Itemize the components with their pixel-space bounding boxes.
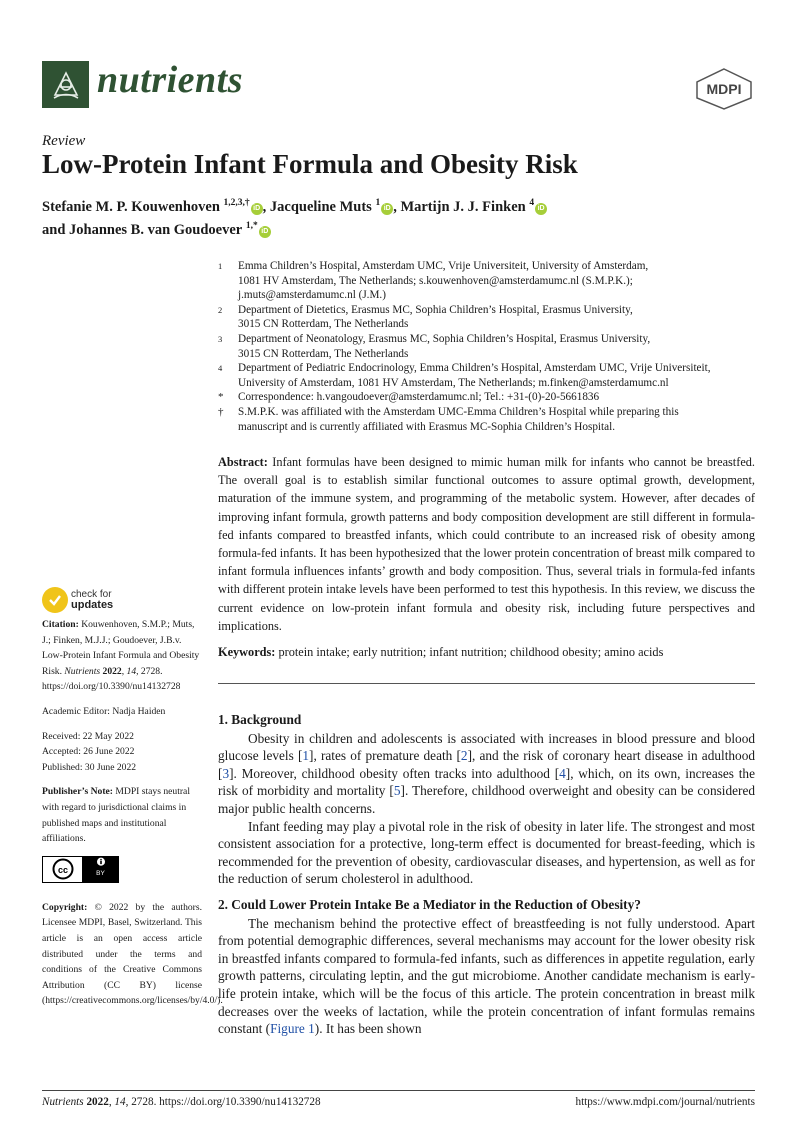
academic-editor: Academic Editor: Nadja Haiden — [42, 705, 166, 717]
article-type: Review — [42, 133, 86, 149]
citation-journal: Nutrients — [64, 665, 101, 677]
section-heading: 1. Background — [218, 712, 302, 727]
correspondence — [218, 390, 758, 405]
section-heading: 2. Could Lower Protein Intake Be a Mediator in the Reduction of Obesity? — [218, 896, 641, 912]
orcid-icon[interactable]: iD — [259, 226, 271, 238]
affiliation-item — [218, 332, 758, 361]
author-affil-marks: 1,* — [245, 220, 258, 231]
copyright — [42, 900, 223, 1009]
footer-doi[interactable]: , 2728. https://doi.org/10.3390/nu14132728 — [125, 1096, 321, 1108]
affiliation-line: Department of Neonatology, Erasmus MC, Sophia Children’s Hospital, Erasmus University, — [238, 332, 651, 345]
citation-label: Citation: — [42, 619, 79, 630]
abstract — [218, 453, 755, 635]
affiliation-mark: 4 — [218, 363, 223, 374]
author-name[interactable]: Stefanie M. P. Kouwenhoven — [42, 198, 220, 215]
keywords-text: protein intake; early nutrition; infant nutrition; childhood obesity; amino acids — [278, 645, 664, 659]
journal-logo-icon — [42, 61, 89, 108]
affiliation-note — [218, 405, 758, 434]
publisher-note-text: MDPI stays neutral with regard to jurisdictional claims in published maps and institutional affiliations. — [42, 786, 190, 845]
affiliation-mark: † — [218, 405, 224, 418]
sidebar — [42, 617, 223, 1009]
abstract-text: Infant formulas have been designed to mimic human milk for infants who cannot be breastfed. The overall goal is to establish similar functional outcomes to assure optimal growth, development, maturation of the immune system, and programming of the metabolic system. However, after decades of improving infant formula, growth patterns and body composition development are still different in formula-fed infants compared to breastfed infants, which could contribute to an increased risk of obesity among formula-fed infants. It has been hypothesized that the lower protein concentration of breast milk compared to infant formula influences infants’ growth and body composition. Thus, several trials in formula-fed infants with different protein intake levels have been performed to test this hypothesis. In this review, we discuss the current evidence on low-protein infant formula and obesity risk, including future perspectives and implications. — [218, 455, 755, 633]
citation-year: 2022 — [102, 665, 122, 677]
footer-journal: Nutrients — [42, 1096, 84, 1108]
journal-name[interactable]: nutrients — [97, 59, 244, 101]
affiliation-line: University of Amsterdam, 1081 HV Amsterdam, The Netherlands; m.finken@amsterdamumc.nl — [238, 376, 669, 389]
copyright-text: © 2022 by the authors. Licensee MDPI, Basel, Switzerland. This article is an open access article distributed under the terms and conditions of the Creative Commons Attribution (CC BY) license (https://creativecommons.org/licenses/by/4.0/). — [42, 901, 223, 1007]
publisher-note-label: Publisher’s Note: — [42, 786, 113, 798]
author-list: Stefanie M. P. Kouwenhoven $^{1,2,3,\dagger}$iD , Jacqueline Muts $^1$iD , Martijn J. J. Finken $^4$iD and Johannes B. van Goudoever $^{1,*}$iD — [42, 194, 762, 240]
paragraph: Infant feeding may play a pivotal role in the risk of obesity in later life. The strongest and most consistent association for a protective, long-term effect is documented for breast-feeding, which is recommended for the prevention of obesity, cardiovascular diseases, and hypertension, as well as for the reduction of serum cholesterol in adulthood. — [218, 818, 755, 887]
mdpi-logo[interactable] — [694, 67, 754, 111]
author-affil-marks: 1 — [375, 198, 381, 208]
footer-year: 2022 — [86, 1096, 109, 1108]
figure-link[interactable]: Figure 1 — [270, 1021, 315, 1037]
affiliations — [218, 259, 758, 434]
orcid-icon[interactable]: iD — [251, 203, 263, 215]
affiliation-line: Correspondence: h.vangoudoever@amsterdamumc.nl; Tel.: +31-(0)-20-5661836 — [238, 391, 600, 404]
affiliation-line: Emma Children’s Hospital, Amsterdam UMC, Vrije Universiteit, University of Amsterdam, — [238, 260, 649, 272]
received-date: Received: 22 May 2022 — [42, 730, 134, 742]
author-affil-marks: 1,2,3,† — [223, 198, 250, 208]
orcid-icon[interactable]: iD — [535, 203, 547, 215]
citation-link[interactable]: 5 — [393, 783, 401, 799]
cc-by-label: BY — [96, 870, 105, 878]
paragraph: The mechanism behind the protective effect of breastfeeding is not fully understood. Apart from potential demographic differences, several mechanisms may account for the lower obesity risk in breastfed infants compared to formula-fed infants, such as differences in appetite regulation, early growth patterns, circulating leptin, and the gut microbiome. Another candidate mechanism is early-life protein intake, which will be the focus of this article. The protein concentration in breast milk decreases over the weeks of lactation, while the protein concentration of infant formulas remains constant (Figure 1). It has been shown — [218, 915, 755, 1037]
affiliation-line: Department of Dietetics, Erasmus MC, Sophia Children’s Hospital, Erasmus University, — [238, 303, 633, 316]
attribution-icon — [94, 857, 108, 866]
article-body — [218, 711, 755, 1038]
citation-text: Kouwenhoven, S.M.P.; Muts, J.; Finken, M.J.J.; Goudoever, J.B.v. Low-Protein Infant Formula and Obesity Risk. — [42, 619, 200, 677]
page-title: Low-Protein Infant Formula and Obesity Risk — [42, 149, 578, 179]
affiliation-line: manuscript and is currently affiliated with Erasmus MC-Sophia Children’s Hospital. — [238, 420, 615, 433]
published-date: Published: 30 June 2022 — [42, 761, 137, 773]
check-updates-icon — [42, 587, 68, 613]
publisher-note — [42, 784, 202, 846]
affiliation-mark: 1 — [218, 261, 223, 271]
affiliation-line: 1081 HV Amsterdam, The Netherlands; s.kouwenhoven@amsterdamumc.nl (S.M.P.K.); — [238, 274, 633, 287]
author-and: and — [42, 221, 66, 238]
check-line-1: check for — [71, 589, 112, 600]
cc-license-badge[interactable] — [42, 856, 119, 883]
citation-rest[interactable]: 2728. https://doi.org/10.3390/nu14132728 — [42, 665, 181, 693]
footer-divider — [42, 1090, 755, 1091]
check-for-updates[interactable] — [42, 587, 113, 613]
affiliation-item — [218, 303, 758, 332]
citation-link[interactable]: 4 — [559, 765, 566, 781]
author-affil-marks: 4 — [529, 198, 535, 208]
svg-text:cc: cc — [57, 865, 68, 876]
accepted-date: Accepted: 26 June 2022 — [42, 746, 135, 758]
citation-link[interactable]: 2 — [460, 748, 468, 764]
author-name[interactable]: Jacqueline Muts — [269, 198, 372, 215]
orcid-icon[interactable]: iD — [381, 203, 393, 215]
mdpi-logo-text: MDPI — [706, 81, 742, 97]
citation-link[interactable]: 3 — [222, 765, 230, 781]
footer-journal-url[interactable]: https://www.mdpi.com/journal/nutrients — [575, 1096, 755, 1108]
citation: Citation: Kouwenhoven, S.M.P.; Muts, J.; Finken, M.J.J.; Goudoever, J.B.v. Low-Protein Infant Formula and Obesity Risk. Nutrients 2022, 14, 2728. https://doi.org/10.3390/nu14132728 — [42, 619, 200, 693]
author-name[interactable]: Martijn J. J. Finken — [400, 198, 526, 215]
affiliation-mark: 3 — [218, 333, 223, 344]
citation-volume: 14 — [126, 665, 137, 677]
footer-volume: 14 — [114, 1096, 126, 1108]
keywords-label: Keywords: — [218, 645, 276, 659]
affiliation-item — [218, 361, 758, 390]
keywords — [218, 645, 755, 660]
affiliation-line: 3015 CN Rotterdam, The Netherlands — [238, 347, 409, 360]
divider — [218, 683, 755, 684]
affiliation-line: j.muts@amsterdamumc.nl (J.M.) — [238, 289, 386, 302]
paragraph: Obesity in children and adolescents is associated with increases in blood pressure and blood glucose levels [1], rates of premature death [2], and the risk of coronary heart disease in adulthood [3]. Moreover, childhood obesity often tracks into adulthood [4], which, on its own, increases the risk of morbidity and mortality [5]. Therefore, childhood overweight and obesity can be considered major public health concerns. — [218, 730, 755, 816]
affiliation-line: 3015 CN Rotterdam, The Netherlands — [238, 318, 409, 331]
affiliation-mark: * — [218, 391, 224, 404]
affiliation-item — [218, 259, 758, 303]
copyright-label: Copyright: — [42, 901, 88, 913]
check-line-2: updates — [71, 599, 114, 611]
dates — [42, 729, 202, 776]
author-name[interactable]: Johannes B. van Goudoever — [69, 221, 243, 238]
cc-icon — [43, 857, 83, 882]
footer-citation: Nutrients 2022, 14, 2728. https://doi.org/10.3390/nu14132728 — [42, 1096, 321, 1108]
abstract-label: Abstract: — [218, 455, 268, 469]
citation-link[interactable]: 1 — [302, 748, 310, 764]
affiliation-line: S.M.P.K. was affiliated with the Amsterdam UMC-Emma Children’s Hospital while preparing this — [238, 405, 679, 418]
affiliation-mark: 2 — [218, 304, 223, 315]
affiliation-line: Department of Pediatric Endocrinology, Emma Children’s Hospital, Amsterdam UMC, Vrije Universiteit, — [238, 362, 711, 375]
